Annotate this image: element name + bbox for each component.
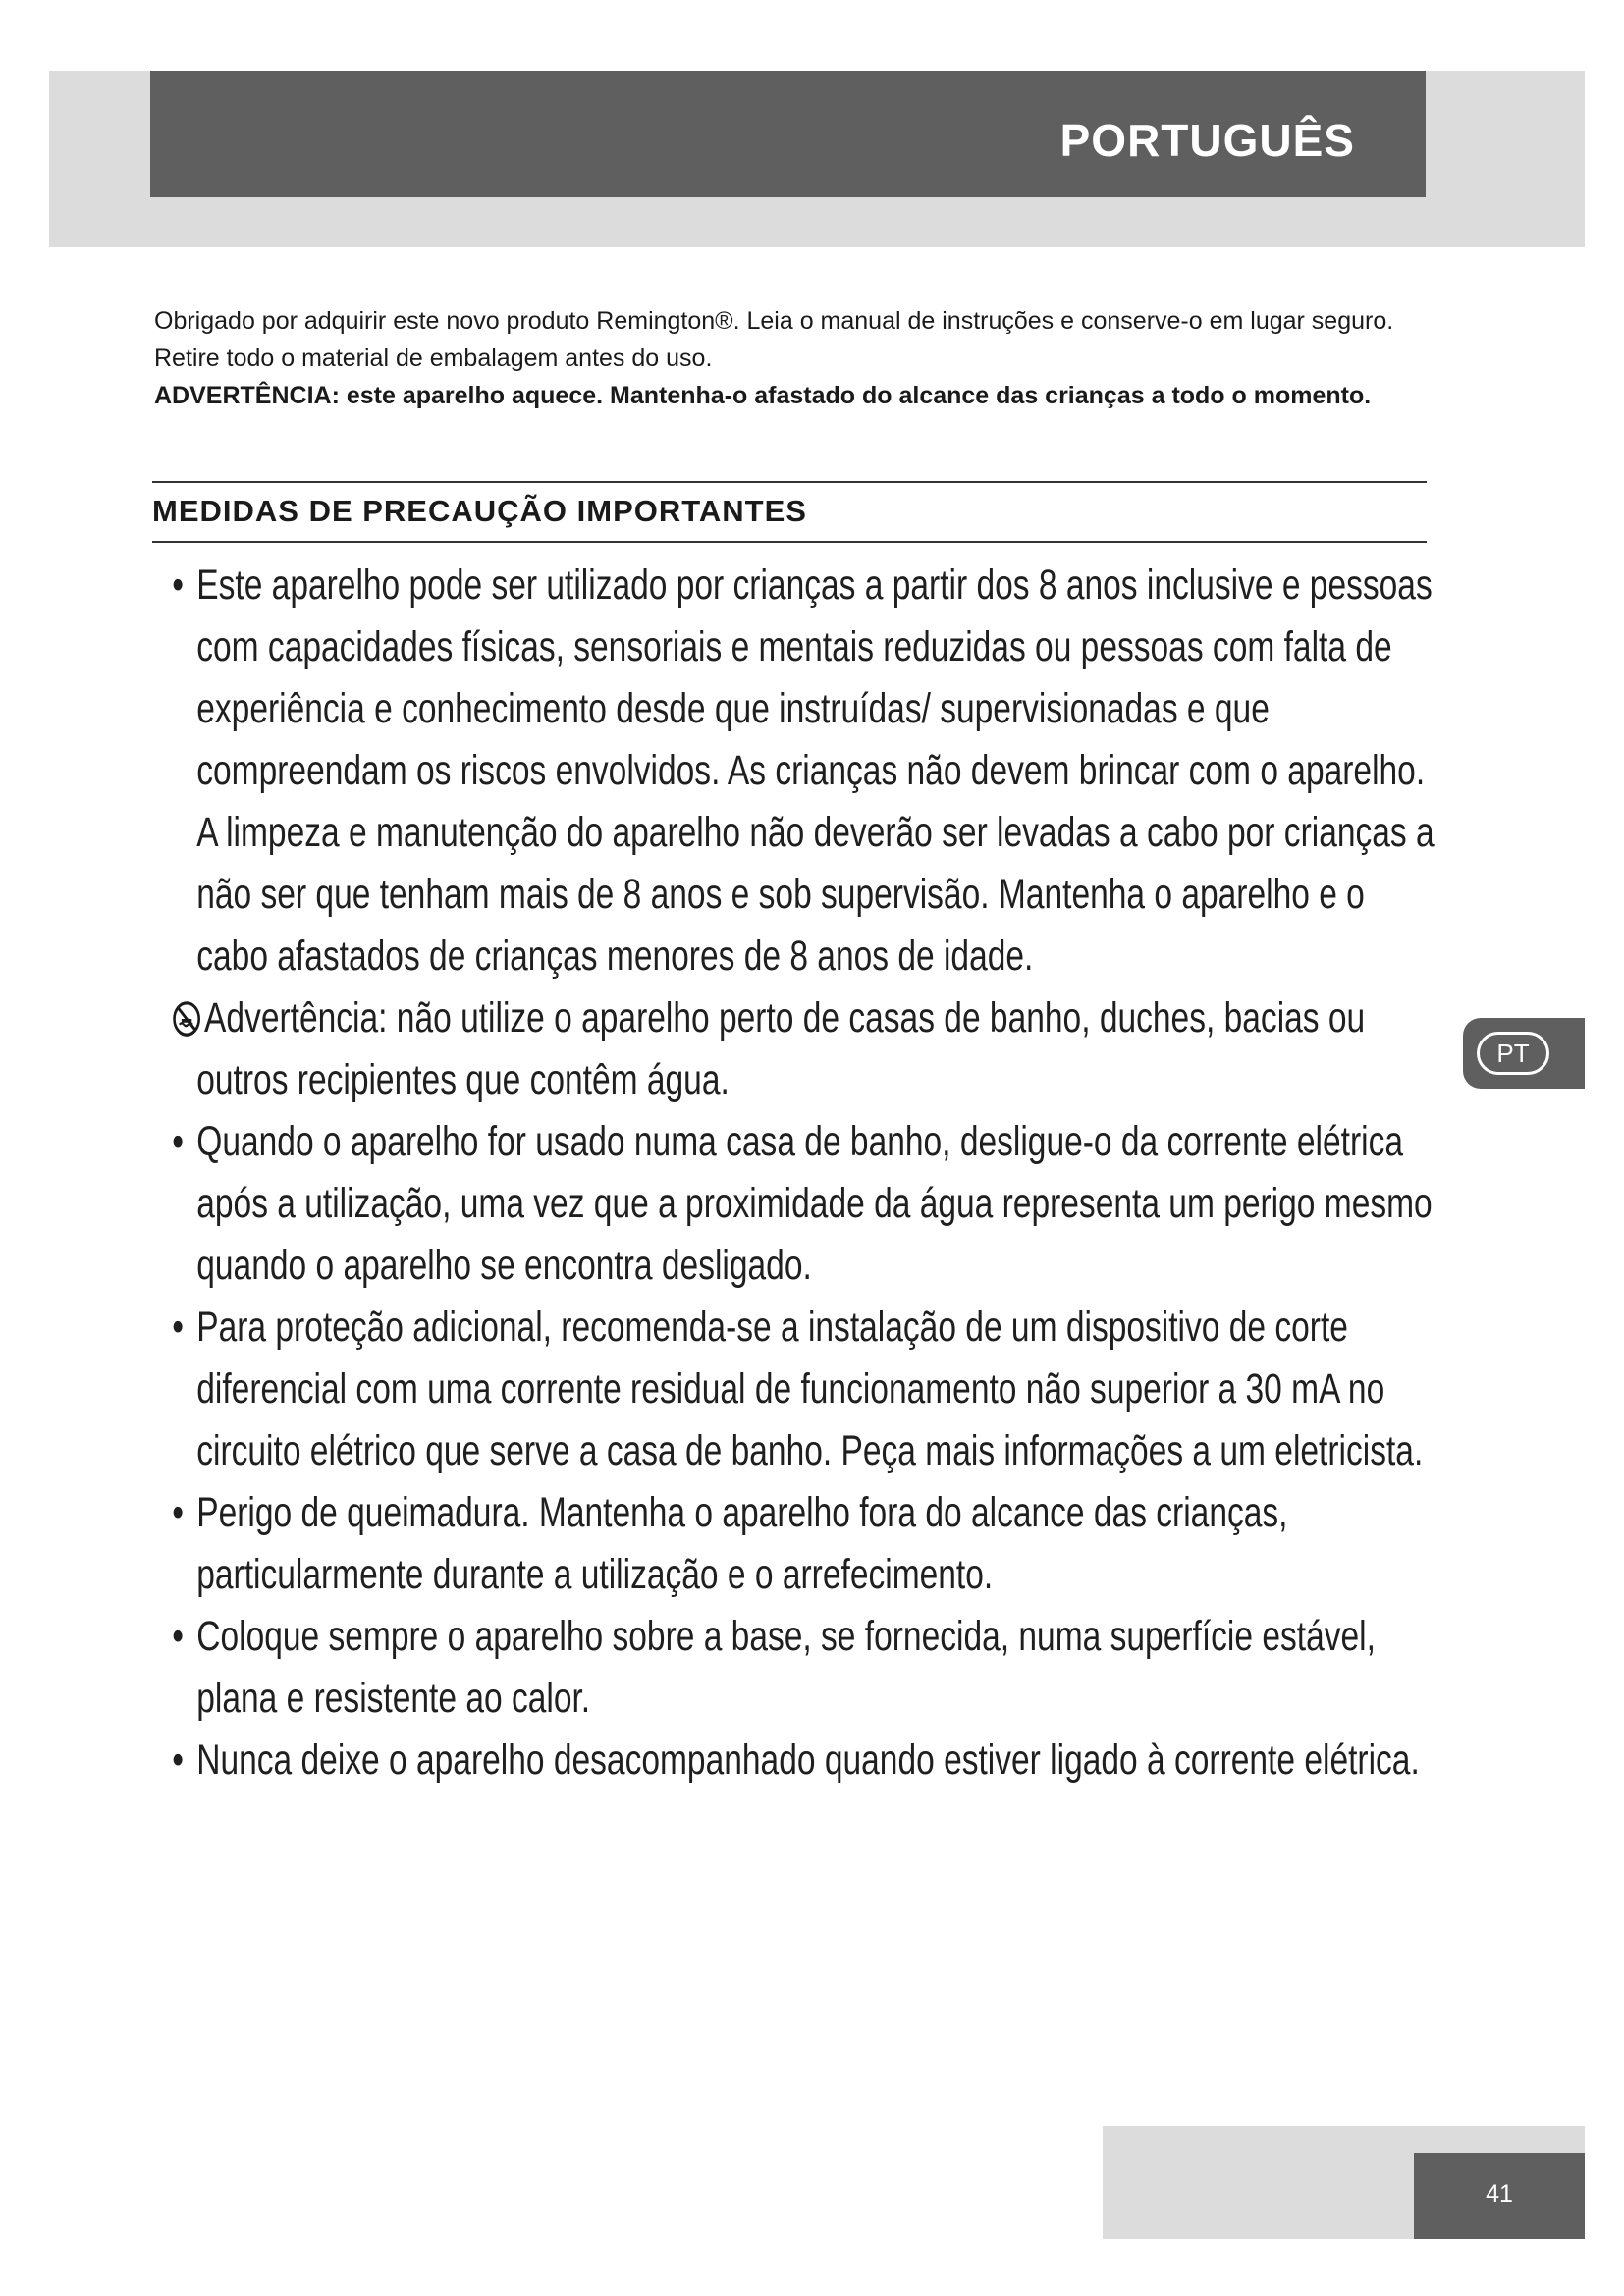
list-item — [152, 1730, 1438, 1791]
bullet: • — [172, 561, 185, 609]
intro-block — [154, 302, 1431, 414]
page-number: 41 — [1414, 2153, 1585, 2239]
intro-warning: ADVERTÊNCIA: este aparelho aquece. Mantenha-o afastado do alcance das crianças a todo o momento. — [154, 382, 1372, 409]
bullet: • — [172, 1304, 185, 1351]
list-item — [152, 1111, 1438, 1297]
language-badge: PT — [1477, 1032, 1549, 1075]
list-item-text: Para proteção adicional, recomenda-se a instalação de um dispositivo de corte diferencial com uma corrente residual de funcionamento não superior a 30 mA no circuito elétrico que serve a casa de banho. Peça mais informações a um eletricista. — [196, 1304, 1424, 1474]
list-item — [152, 1482, 1438, 1606]
list-item — [152, 1297, 1438, 1482]
page-title: PORTUGUÊS — [1059, 114, 1355, 166]
no-water-icon — [172, 988, 204, 1049]
list-item-text: Perigo de queimadura. Mantenha o aparelho fora do alcance das crianças, particularmente durante a utilização e o arrefecimento. — [196, 1489, 1288, 1598]
bullet: • — [172, 1489, 185, 1536]
list-item — [152, 1606, 1438, 1730]
list-item-text: Este aparelho pode ser utilizado por crianças a partir dos 8 anos inclusive e pessoas com capacidades físicas, sensoriais e mentais reduzidas ou pessoas com falta de experiência e conhecimento desde que instruídas/ supervisionadas e que compreendam os riscos envolvidos. As crianças não devem brincar com o aparelho. A limpeza e manutenção do aparelho não deverão ser levadas a cabo por crianças a não ser que tenham mais de 8 anos e sob supervisão. Mantenha o aparelho e o cabo afastados de crianças menores de 8 anos de idade. — [196, 561, 1435, 980]
list-item-text: Nunca deixe o aparelho desacompanhado quando estiver ligado à corrente elétrica. — [196, 1736, 1420, 1784]
intro-thanks: Obrigado por adquirir este novo produto Remington®. Leia o manual de instruções e conserve-o em lugar seguro. Retire todo o material de embalagem antes do uso. — [154, 307, 1394, 372]
language-header — [150, 71, 1426, 197]
list-item-warning — [152, 988, 1438, 1111]
list-item-text: Quando o aparelho for usado numa casa de banho, desligue-o da corrente elétrica após a utilização, uma vez que a proximidade da água representa um perigo mesmo quando o aparelho se encontra desligado. — [196, 1118, 1433, 1289]
language-side-tab — [1463, 1018, 1585, 1089]
precautions-list — [152, 555, 1438, 1791]
list-item-text: Advertência: não utilize o aparelho perto de casas de banho, duches, bacias ou outros recipientes que contêm água. — [196, 994, 1366, 1103]
section-title: MEDIDAS DE PRECAUÇÃO IMPORTANTES — [152, 481, 1427, 543]
list-item-text: Coloque sempre o aparelho sobre a base, se fornecida, numa superfície estável, plana e resistente ao calor. — [196, 1613, 1376, 1722]
bullet: • — [172, 1118, 185, 1165]
bullet: • — [172, 1736, 185, 1784]
bullet: • — [172, 1613, 185, 1660]
list-item — [152, 555, 1438, 988]
